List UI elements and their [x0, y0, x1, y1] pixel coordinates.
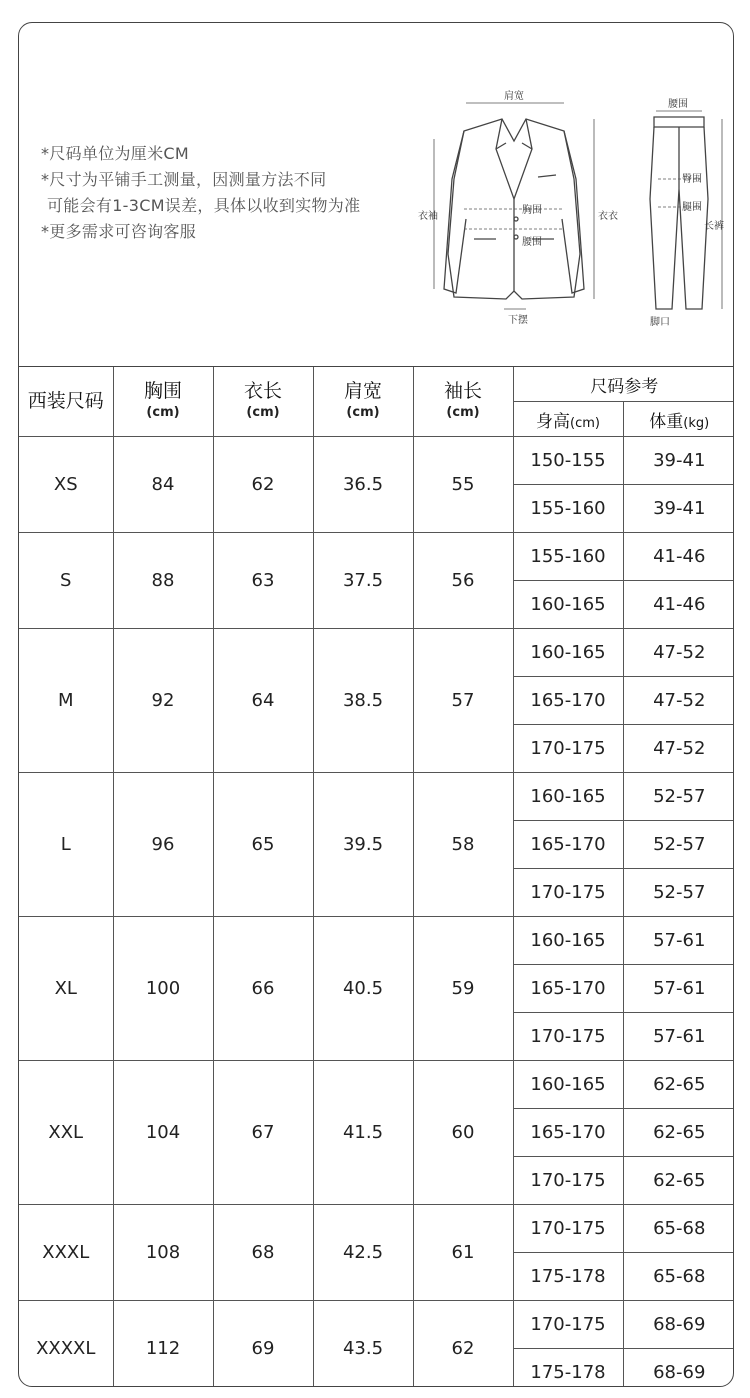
- label-hip: 臀围: [682, 174, 702, 185]
- label-length: 衣衣: [598, 211, 618, 222]
- cell-height: 160-165: [513, 773, 623, 821]
- cell-weight: 41-46: [623, 581, 734, 629]
- header-sleeve: 袖长 (cm): [413, 367, 513, 437]
- cell-length: 62: [213, 437, 313, 533]
- note-unit: *尺码单位为厘米CM: [41, 144, 189, 163]
- cell-weight: 65-68: [623, 1253, 734, 1301]
- cell-size: XXL: [19, 1061, 113, 1205]
- cell-height: 170-175: [513, 1157, 623, 1205]
- cell-weight: 68-69: [623, 1349, 734, 1388]
- cell-sleeve: 62: [413, 1301, 513, 1388]
- cell-weight: 65-68: [623, 1205, 734, 1253]
- cell-length: 65: [213, 773, 313, 917]
- info-section: [19, 23, 734, 367]
- cell-weight: 39-41: [623, 437, 734, 485]
- pants-icon: [650, 117, 708, 309]
- size-table: [19, 367, 734, 1387]
- cell-chest: 88: [113, 533, 213, 629]
- label-waist: 腰围: [522, 237, 542, 248]
- cell-weight: 62-65: [623, 1061, 734, 1109]
- cell-weight: 52-57: [623, 821, 734, 869]
- cell-height: 170-175: [513, 1205, 623, 1253]
- label-leg-opening: 脚口: [650, 317, 670, 328]
- cell-weight: 57-61: [623, 965, 734, 1013]
- cell-size: XXXL: [19, 1205, 113, 1301]
- header-height: 身高(cm): [513, 402, 623, 437]
- header-size: 西装尺码: [19, 367, 113, 437]
- cell-length: 67: [213, 1061, 313, 1205]
- cell-height: 175-178: [513, 1349, 623, 1388]
- size-chart-card: [18, 22, 734, 1387]
- table-row: [19, 1061, 734, 1109]
- cell-shoulder: 37.5: [313, 533, 413, 629]
- cell-sleeve: 57: [413, 629, 513, 773]
- cell-weight: 41-46: [623, 533, 734, 581]
- garment-measurement-diagram: [404, 79, 724, 329]
- cell-height: 150-155: [513, 437, 623, 485]
- header-weight: 体重(kg): [623, 402, 734, 437]
- header-shoulder: 肩宽 (cm): [313, 367, 413, 437]
- table-row: [19, 917, 734, 965]
- cell-height: 160-165: [513, 581, 623, 629]
- label-thigh: 腿围: [682, 202, 702, 213]
- cell-length: 64: [213, 629, 313, 773]
- label-sleeve: 衣袖: [418, 211, 438, 222]
- cell-sleeve: 59: [413, 917, 513, 1061]
- cell-weight: 52-57: [623, 773, 734, 821]
- cell-length: 69: [213, 1301, 313, 1388]
- cell-height: 165-170: [513, 677, 623, 725]
- cell-shoulder: 43.5: [313, 1301, 413, 1388]
- cell-height: 160-165: [513, 917, 623, 965]
- label-pants-length: 长裤: [704, 221, 724, 232]
- note-contact: *更多需求可咨询客服: [41, 222, 197, 241]
- cell-shoulder: 38.5: [313, 629, 413, 773]
- cell-height: 165-170: [513, 821, 623, 869]
- cell-weight: 57-61: [623, 1013, 734, 1061]
- cell-weight: 47-52: [623, 629, 734, 677]
- table-row: [19, 1205, 734, 1253]
- table-row: [19, 1301, 734, 1349]
- cell-shoulder: 40.5: [313, 917, 413, 1061]
- cell-height: 155-160: [513, 485, 623, 533]
- cell-shoulder: 39.5: [313, 773, 413, 917]
- size-notes: [41, 141, 360, 245]
- label-shoulder: 肩宽: [504, 91, 524, 102]
- table-row: [19, 773, 734, 821]
- size-table-body: [19, 437, 734, 1388]
- cell-chest: 108: [113, 1205, 213, 1301]
- cell-sleeve: 61: [413, 1205, 513, 1301]
- cell-chest: 84: [113, 437, 213, 533]
- cell-sleeve: 58: [413, 773, 513, 917]
- cell-weight: 57-61: [623, 917, 734, 965]
- note-error: 可能会有1-3CM误差，具体以收到实物为准: [47, 196, 361, 215]
- cell-height: 165-170: [513, 1109, 623, 1157]
- header-chest: 胸围 (cm): [113, 367, 213, 437]
- cell-length: 66: [213, 917, 313, 1061]
- cell-weight: 68-69: [623, 1301, 734, 1349]
- cell-chest: 112: [113, 1301, 213, 1388]
- cell-shoulder: 41.5: [313, 1061, 413, 1205]
- cell-height: 160-165: [513, 629, 623, 677]
- cell-chest: 96: [113, 773, 213, 917]
- cell-weight: 52-57: [623, 869, 734, 917]
- cell-size: XL: [19, 917, 113, 1061]
- cell-height: 170-175: [513, 1301, 623, 1349]
- table-row: [19, 629, 734, 677]
- cell-chest: 92: [113, 629, 213, 773]
- cell-sleeve: 56: [413, 533, 513, 629]
- cell-height: 170-175: [513, 869, 623, 917]
- cell-shoulder: 36.5: [313, 437, 413, 533]
- label-chest: 胸围: [522, 205, 542, 216]
- cell-shoulder: 42.5: [313, 1205, 413, 1301]
- header-length: 衣长 (cm): [213, 367, 313, 437]
- cell-weight: 39-41: [623, 485, 734, 533]
- cell-height: 175-178: [513, 1253, 623, 1301]
- label-hem: 下摆: [508, 315, 528, 326]
- table-row: [19, 533, 734, 581]
- cell-length: 63: [213, 533, 313, 629]
- cell-sleeve: 55: [413, 437, 513, 533]
- cell-length: 68: [213, 1205, 313, 1301]
- cell-height: 160-165: [513, 1061, 623, 1109]
- cell-height: 165-170: [513, 965, 623, 1013]
- cell-chest: 104: [113, 1061, 213, 1205]
- cell-size: XXXXL: [19, 1301, 113, 1388]
- cell-weight: 62-65: [623, 1157, 734, 1205]
- cell-height: 155-160: [513, 533, 623, 581]
- header-size-reference: 尺码参考: [513, 367, 734, 402]
- cell-weight: 47-52: [623, 677, 734, 725]
- cell-chest: 100: [113, 917, 213, 1061]
- cell-size: L: [19, 773, 113, 917]
- cell-sleeve: 60: [413, 1061, 513, 1205]
- label-pants-waist: 腰围: [668, 99, 688, 110]
- cell-height: 170-175: [513, 1013, 623, 1061]
- cell-size: S: [19, 533, 113, 629]
- cell-size: M: [19, 629, 113, 773]
- cell-weight: 62-65: [623, 1109, 734, 1157]
- table-row: [19, 437, 734, 485]
- note-measure: *尺寸为平铺手工测量，因测量方法不同: [41, 170, 327, 189]
- cell-height: 170-175: [513, 725, 623, 773]
- cell-weight: 47-52: [623, 725, 734, 773]
- cell-size: XS: [19, 437, 113, 533]
